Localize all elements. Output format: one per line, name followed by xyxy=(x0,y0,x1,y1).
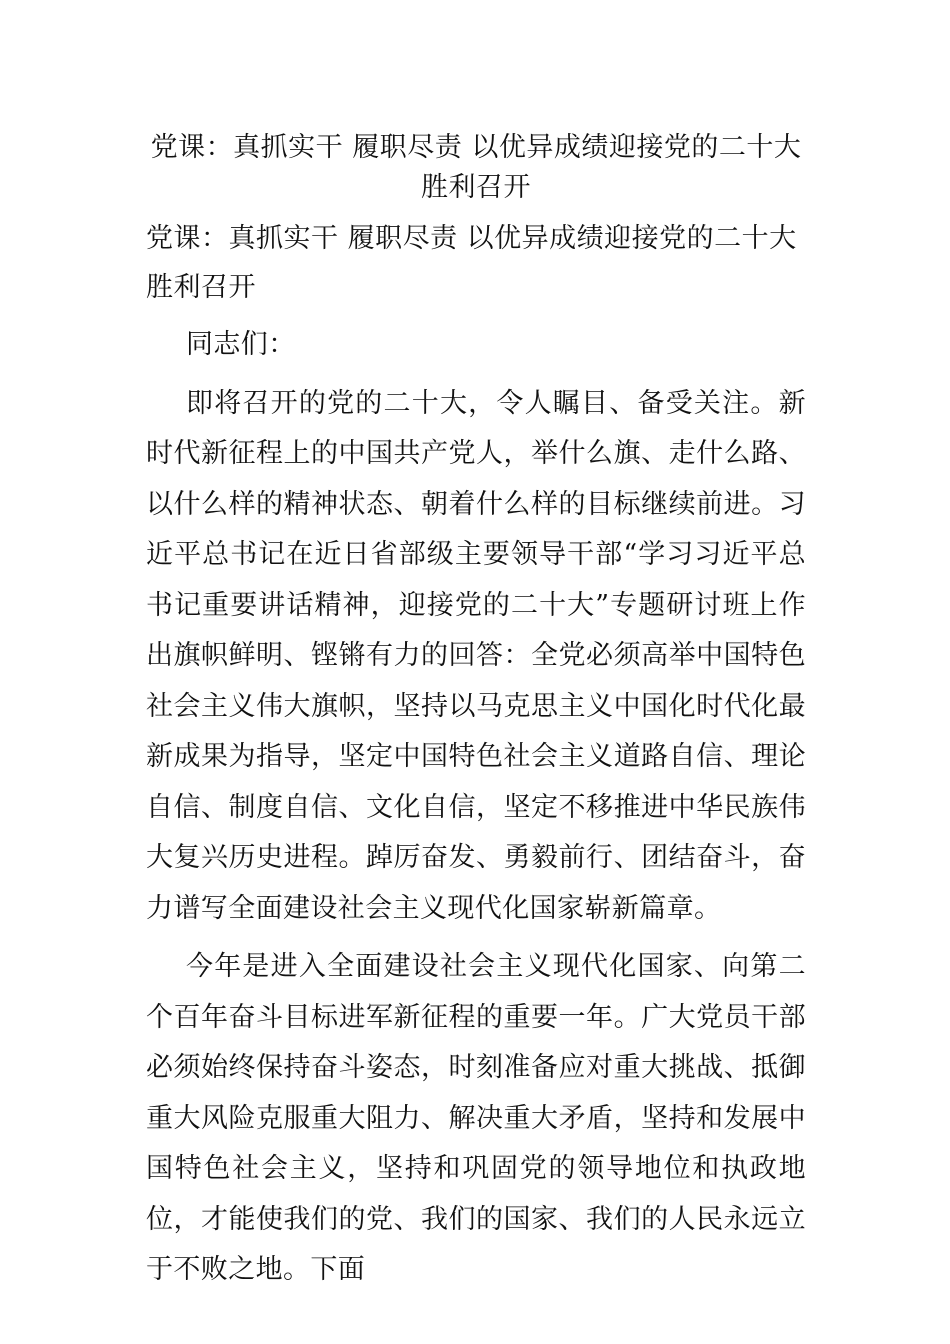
body-paragraph-1: 即将召开的党的二十大，令人瞩目、备受关注。新时代新征程上的中国共产党人，举什么旗、走什么路、以什么样的精神状态、朝着什么样的目标继续前进。习近平总书记在近日省部级主要领导干部“学习习近平总书记重要讲话精神，迎接党的二十大”专题研讨班上作出旗帜鲜明、铿锵有力的回答：全党必须高举中国特色社会主义伟大旗帜，坚持以马克思主义中国化时代化最新成果为指导，坚定中国特色社会主义道路自信、理论自信、制度自信、文化自信，坚定不移推进中华民族伟大复兴历史进程。踔厉奋发、勇毅前行、团结奋斗，奋力谱写全面建设社会主义现代化国家崭新篇章。 xyxy=(146,387,806,924)
document-heading: 党课：真抓实干 履职尽责 以优异成绩迎接党的二十大胜利召开 xyxy=(146,223,797,303)
document-title: 党课：真抓实干 履职尽责 以优异成绩迎接党的二十大胜利召开 xyxy=(150,132,802,203)
document-page xyxy=(146,128,806,1296)
body-paragraph-2: 今年是进入全面建设社会主义现代化国家、向第二个百年奋斗目标进军新征程的重要一年。广大党员干部必须始终保持奋斗姿态，时刻准备应对重大挑战、抵御重大风险克服重大阻力、解决重大矛盾，坚持和发展中国特色社会主义，坚持和巩固党的领导地位和执政地位，才能使我们的党、我们的国家、我们的人民永远立于不败之地。下面 xyxy=(146,951,806,1285)
salutation: 同志们： xyxy=(186,329,296,360)
